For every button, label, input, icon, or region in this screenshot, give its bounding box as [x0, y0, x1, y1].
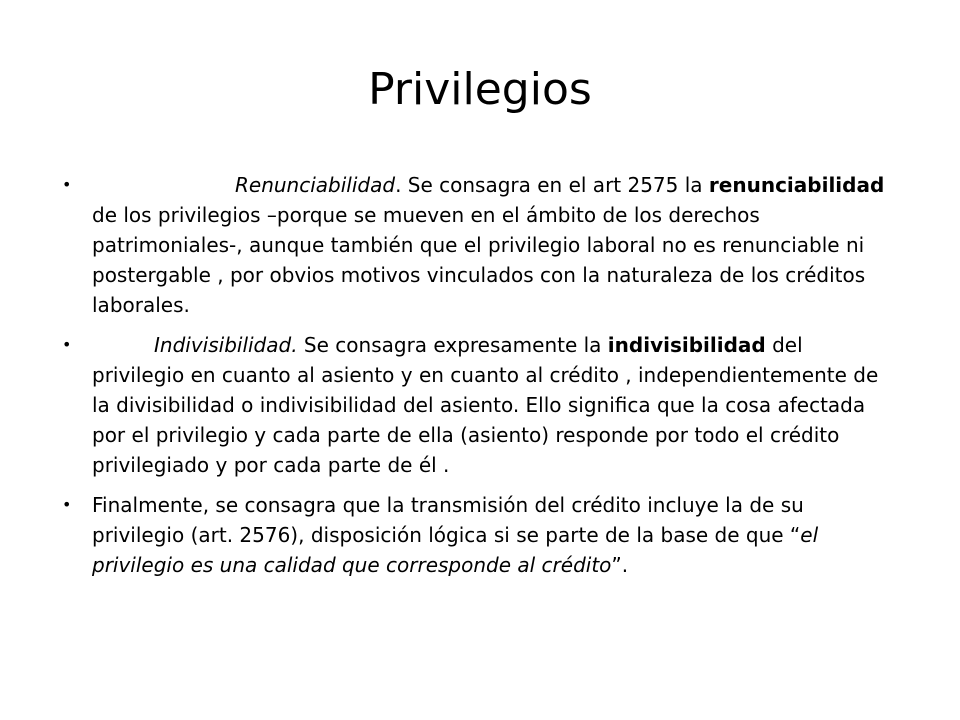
- bullet-renunciabilidad: [62, 170, 892, 320]
- bullet-dot-icon: •: [62, 495, 72, 514]
- slide-title: Privilegios: [368, 64, 592, 115]
- bullet-2-text-b: del privilegio en cuanto al asiento y en cuanto al crédito , independientemente de la divisibilidad o indivisibilidad del asiento. Ello significa que la cosa afectada por el privilegio y cada parte de ella (asiento) responde por todo el crédito privilegiado y por cada parte de él .: [92, 333, 879, 477]
- quote-privilegio: el privilegio es una calidad que corresponde al crédito: [92, 523, 819, 577]
- term-indivisibilidad: Indivisibilidad.: [154, 333, 298, 357]
- bullet-dot-icon: •: [62, 335, 72, 354]
- bullet-1-text-a: . Se consagra en el art 2575 la: [395, 173, 709, 197]
- bullet-3-text-a: Finalmente, se consagra que la transmisión del crédito incluye la de su privilegio (art. 2576), disposición lógica si se parte de la base de que “: [92, 493, 804, 547]
- bullet-1-text-b: de los privilegios –porque se mueven en el ámbito de los derechos patrimoniales-, aunque también que el privilegio laboral no es renunciable ni postergable , por obvios motivos vinculados con la naturaleza de los créditos laborales.: [92, 203, 866, 317]
- bullet-indivisibilidad: [62, 330, 892, 480]
- term-renunciabilidad: Renunciabilidad: [235, 173, 396, 197]
- bullet-2-text-a: Se consagra expresamente la: [297, 333, 608, 357]
- bullet-transmision: [62, 490, 892, 580]
- bold-renunciabilidad: renunciabilidad: [708, 173, 885, 197]
- bullet-3-text-b: ”.: [611, 553, 629, 577]
- bold-indivisibilidad: indivisibilidad: [607, 333, 766, 357]
- bullet-dot-icon: •: [62, 175, 72, 194]
- bullet-list: [62, 170, 892, 590]
